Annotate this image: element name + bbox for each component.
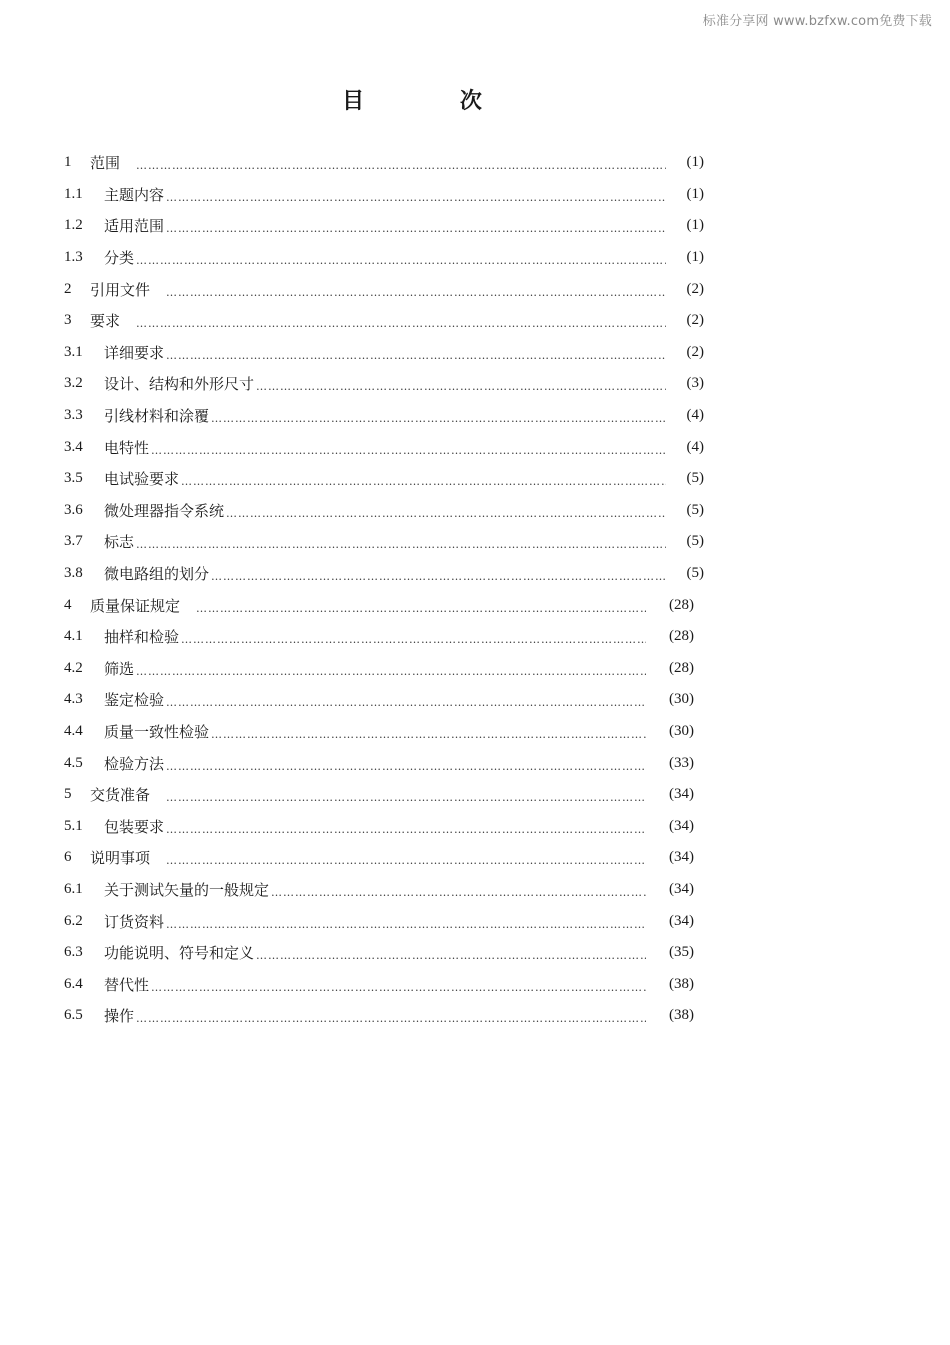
dot-leader (196, 603, 646, 614)
toc-entry-title: 包装要求 (104, 817, 165, 836)
toc-entry-title: 范围 (90, 154, 121, 173)
toc-entry-page: (5) (686, 565, 704, 582)
toc-entry-page: (2) (686, 312, 704, 329)
toc-entry-title: 说明事项 (90, 849, 151, 868)
dot-leader (166, 761, 646, 772)
toc-entry[interactable] (64, 684, 704, 716)
toc-entry-number: 1.1 (64, 185, 83, 202)
toc-entry-title: 适用范围 (104, 217, 165, 236)
toc-entry[interactable] (64, 242, 704, 274)
toc-entry-page: (38) (669, 975, 694, 992)
toc-entry[interactable] (64, 937, 704, 969)
dot-leader (256, 381, 666, 392)
dot-leader (181, 634, 646, 645)
toc-entry-number: 6.5 (64, 1007, 83, 1024)
toc-entry[interactable] (64, 779, 704, 811)
toc-entry-page: (30) (669, 722, 694, 739)
toc-entry-title: 交货准备 (90, 786, 151, 805)
toc-entry-page: (5) (686, 501, 704, 518)
dot-leader (136, 539, 666, 550)
toc-entry[interactable] (64, 400, 704, 432)
toc-entry[interactable] (64, 716, 704, 748)
toc-entry-number: 4 (64, 596, 72, 613)
toc-entry-number: 3.1 (64, 343, 83, 360)
dot-leader (211, 413, 666, 424)
toc-entry[interactable] (64, 431, 704, 463)
toc-entry-title: 质量保证规定 (90, 596, 181, 615)
toc-entry-page: (2) (686, 343, 704, 360)
toc-entry-title: 要求 (90, 312, 121, 331)
toc-entry[interactable] (64, 810, 704, 842)
table-of-contents (64, 147, 704, 1032)
toc-entry-page: (5) (686, 470, 704, 487)
toc-entry-page: (33) (669, 754, 694, 771)
dot-leader (136, 160, 666, 171)
toc-entry-title: 引线材料和涂覆 (104, 407, 210, 426)
toc-entry-number: 1 (64, 154, 72, 171)
toc-entry-page: (35) (669, 944, 694, 961)
dot-leader (256, 950, 646, 961)
toc-entry-title: 设计、结构和外形尺寸 (104, 375, 255, 394)
toc-entry-page: (34) (669, 849, 694, 866)
dot-leader (166, 919, 646, 930)
toc-entry[interactable] (64, 147, 704, 179)
dot-leader (166, 192, 666, 203)
toc-entry-page: (2) (686, 280, 704, 297)
page-title: 目 次 (342, 89, 526, 114)
dot-leader (151, 982, 646, 993)
toc-entry-title: 微电路组的划分 (104, 565, 210, 584)
dot-leader (166, 223, 666, 234)
toc-entry-title: 微处理器指令系统 (104, 501, 225, 520)
toc-entry-number: 3.7 (64, 533, 83, 550)
toc-entry[interactable] (64, 337, 704, 369)
toc-entry-title: 筛选 (104, 659, 135, 678)
toc-entry-number: 6.1 (64, 880, 83, 897)
toc-entry[interactable] (64, 968, 704, 1000)
toc-entry[interactable] (64, 874, 704, 906)
toc-entry[interactable] (64, 368, 704, 400)
dot-leader (136, 318, 666, 329)
toc-entry-page: (4) (686, 438, 704, 455)
dot-leader (136, 255, 666, 266)
toc-entry-title: 主题内容 (104, 185, 165, 204)
toc-entry-page: (34) (669, 912, 694, 929)
toc-entry-title: 电特性 (104, 438, 150, 457)
toc-entry-title: 分类 (104, 249, 135, 268)
toc-entry-number: 4.2 (64, 659, 83, 676)
toc-entry[interactable] (64, 273, 704, 305)
toc-entry-page: (1) (686, 154, 704, 171)
toc-entry-number: 4.3 (64, 691, 83, 708)
toc-entry-page: (34) (669, 817, 694, 834)
toc-entry[interactable] (64, 1000, 704, 1032)
toc-entry-title: 订货资料 (104, 912, 165, 931)
dot-leader (136, 1013, 646, 1024)
toc-entry-title: 质量一致性检验 (104, 722, 210, 741)
dot-leader (181, 476, 666, 487)
toc-entry-title: 鉴定检验 (104, 691, 165, 710)
toc-entry-title: 功能说明、符号和定义 (104, 944, 255, 963)
toc-entry[interactable] (64, 558, 704, 590)
toc-entry-title: 检验方法 (104, 754, 165, 773)
toc-entry-title: 电试验要求 (104, 470, 180, 489)
dot-leader (166, 287, 666, 298)
toc-entry-number: 3 (64, 312, 72, 329)
toc-entry-page: (30) (669, 691, 694, 708)
toc-entry-number: 3.3 (64, 407, 83, 424)
toc-entry-page: (1) (686, 217, 704, 234)
toc-entry[interactable] (64, 463, 704, 495)
toc-entry-page: (1) (686, 185, 704, 202)
toc-entry[interactable] (64, 179, 704, 211)
toc-entry-title: 关于测试矢量的一般规定 (104, 880, 270, 899)
toc-entry[interactable] (64, 589, 704, 621)
toc-entry-page: (5) (686, 533, 704, 550)
toc-entry[interactable] (64, 621, 704, 653)
toc-entry[interactable] (64, 210, 704, 242)
dot-leader (211, 729, 646, 740)
toc-entry-number: 1.3 (64, 249, 83, 266)
toc-entry[interactable] (64, 495, 704, 527)
toc-entry-page: (28) (669, 628, 694, 645)
toc-entry-number: 4.4 (64, 722, 83, 739)
toc-entry[interactable] (64, 842, 704, 874)
toc-entry-page: (4) (686, 407, 704, 424)
toc-entry-number: 6.3 (64, 944, 83, 961)
dot-leader (211, 571, 666, 582)
toc-entry-page: (28) (669, 596, 694, 613)
toc-entry-number: 6 (64, 849, 72, 866)
toc-entry-number: 3.8 (64, 565, 83, 582)
toc-entry-number: 3.2 (64, 375, 83, 392)
dot-leader (226, 508, 666, 519)
toc-entry-number: 5.1 (64, 817, 83, 834)
toc-entry[interactable] (64, 653, 704, 685)
toc-entry[interactable] (64, 526, 704, 558)
toc-entry-number: 5 (64, 786, 72, 803)
dot-leader (166, 824, 646, 835)
toc-entry-title: 抽样和检验 (104, 628, 180, 647)
dot-leader (271, 887, 646, 898)
dot-leader (166, 697, 646, 708)
toc-entry-page: (34) (669, 786, 694, 803)
toc-entry-title: 标志 (104, 533, 135, 552)
toc-entry[interactable] (64, 747, 704, 779)
toc-entry-page: (1) (686, 249, 704, 266)
toc-entry-title: 操作 (104, 1007, 135, 1026)
toc-entry-page: (3) (686, 375, 704, 392)
toc-entry-title: 替代性 (104, 975, 150, 994)
dot-leader (151, 445, 666, 456)
toc-entry-number: 3.6 (64, 501, 83, 518)
toc-entry-title: 引用文件 (90, 280, 151, 299)
toc-entry-number: 2 (64, 280, 72, 297)
toc-entry-title: 详细要求 (104, 343, 165, 362)
toc-entry[interactable] (64, 305, 704, 337)
dot-leader (136, 666, 646, 677)
toc-entry-number: 4.5 (64, 754, 83, 771)
watermark-text: 标准分享网 www.bzfxw.com免费下载 (702, 14, 932, 29)
toc-entry-page: (34) (669, 880, 694, 897)
toc-entry-number: 6.2 (64, 912, 83, 929)
dot-leader (166, 792, 646, 803)
dot-leader (166, 855, 646, 866)
toc-entry-number: 3.4 (64, 438, 83, 455)
toc-entry-page: (38) (669, 1007, 694, 1024)
toc-entry-number: 1.2 (64, 217, 83, 234)
toc-entry-page: (28) (669, 659, 694, 676)
toc-entry-number: 6.4 (64, 975, 83, 992)
toc-entry[interactable] (64, 905, 704, 937)
toc-entry-number: 4.1 (64, 628, 83, 645)
toc-entry-number: 3.5 (64, 470, 83, 487)
dot-leader (166, 350, 666, 361)
